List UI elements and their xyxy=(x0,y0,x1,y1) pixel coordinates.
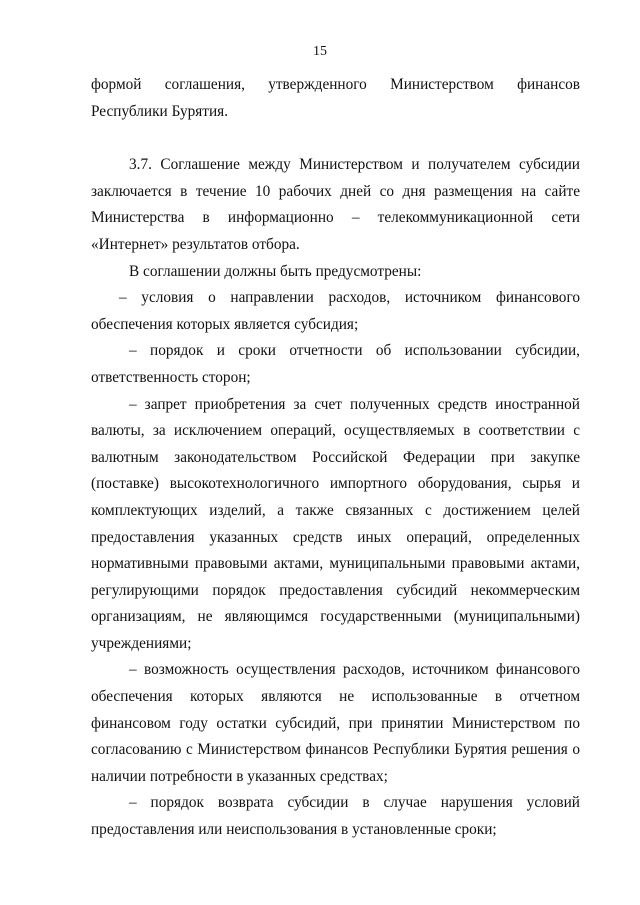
list-item-conditions: – условия о направлении расходов, источником финансового обеспечения которых является субсидия; xyxy=(91,289,580,333)
paragraph-continuation: формой соглашения, утвержденного Министерством финансов Республики Бурятия. xyxy=(91,76,580,120)
paragraph-clause-3-7: 3.7. Соглашение между Министерством и получателем субсидии заключается в течение 10 рабочих дней со дня размещения на сайте Министерства в информационно – телекоммуникационной сети «Интернет» результатов отбора. xyxy=(91,156,580,253)
document-body xyxy=(91,72,580,844)
list-item-reporting: – порядок и сроки отчетности об использовании субсидии, ответственность сторон; xyxy=(91,342,580,386)
paragraph-agreement-intro: В соглашении должны быть предусмотрены: xyxy=(129,262,422,280)
list-item-residuals: – возможность осуществления расходов, источником финансового обеспечения которых являются не использованные в отчетном финансовом году остатки субсидий, при принятии Министерством по согласованию с Министерством финансов Республики Бурятия решения о наличии потребности в указанных средствах; xyxy=(91,661,580,785)
page-number: 15 xyxy=(313,44,327,59)
list-item-refund: – порядок возврата субсидии в случае нарушения условий предоставления или неиспользования в установленные сроки; xyxy=(91,794,580,839)
list-item-currency-ban: – запрет приобретения за счет полученных средств иностранной валюты, за исключением операций, осуществляемых в соответствии с валютным законодательством Российской Федерации при закупке (поставке) высокотехнологичного импортного оборудования, сырья и комплектующих изделий, а также связанных с достижением целей предоставления указанных средств иных операций, определенных нормативными правовыми актами, муниципальными правовыми актами, регулирующими порядок предоставления субсидий некоммерческим организациям, не являющимся государственными (муниципальными) учреждениями; xyxy=(91,395,580,652)
